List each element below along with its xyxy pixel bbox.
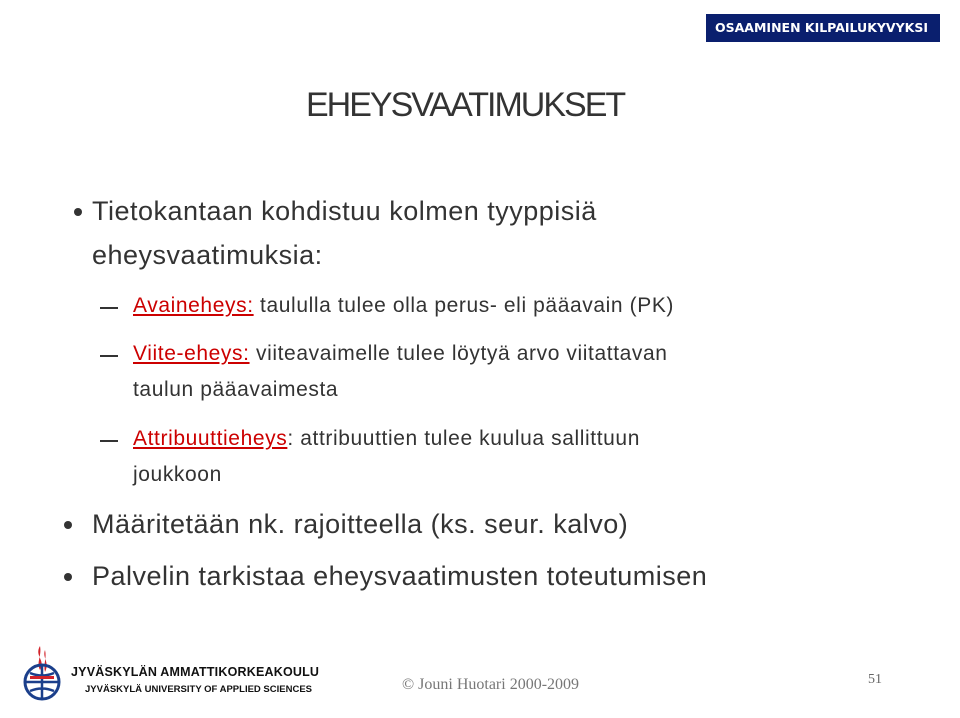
sub-item-attribuuttieheys — [133, 427, 640, 451]
sub-item-text: taululla tulee olla perus- eli pääavain (PK) — [253, 294, 675, 317]
dash-marker — [100, 307, 118, 309]
keyword-link[interactable]: Avaineheys: — [133, 294, 254, 317]
bullet-item-1 — [92, 196, 597, 227]
keyword-link[interactable]: Attribuuttieheys — [133, 427, 288, 450]
dash-marker — [100, 440, 118, 442]
header-banner: OSAAMINEN KILPAILUKYVYKSI — [706, 14, 940, 42]
bullet-item-2 — [92, 509, 628, 540]
bullet-3-text: Palvelin tarkistaa eheysvaatimusten toteutumisen — [92, 561, 708, 591]
university-logo-icon — [12, 640, 72, 704]
copyright-text: © Jouni Huotari 2000-2009 — [402, 676, 580, 693]
university-name: JYVÄSKYLÄN AMMATTIKORKEAKOULU — [71, 665, 320, 679]
keyword-link[interactable]: Viite-eheys: — [133, 342, 250, 365]
bullet-2-text: Määritetään nk. rajoitteella (ks. seur. kalvo) — [92, 509, 629, 539]
page-number: 51 — [868, 672, 882, 687]
bullet-1-line-1: Tietokantaan kohdistuu kolmen tyyppisiä — [92, 196, 597, 226]
sub-item-text: viiteavaimelle tulee löytyä arvo viitattavan — [249, 342, 668, 365]
sub-item-continuation: joukkoon — [133, 463, 222, 486]
sub-item-viite-eheys — [133, 342, 668, 366]
sub-item-continuation: taulun pääavaimesta — [133, 378, 339, 401]
university-subtitle: JYVÄSKYLÄ UNIVERSITY OF APPLIED SCIENCES — [85, 684, 312, 695]
bullet-dot — [64, 573, 72, 581]
bullet-dot — [74, 208, 82, 216]
bullet-1-line-2: eheysvaatimuksia: — [92, 240, 323, 270]
sub-item-avaineheys — [133, 294, 674, 318]
slide-title: EHEYSVAATIMUKSET — [306, 86, 625, 124]
dash-marker — [100, 355, 118, 357]
bullet-item-3 — [92, 561, 707, 592]
bullet-dot — [64, 521, 72, 529]
sub-item-text: : attribuuttien tulee kuulua sallittuun — [287, 427, 640, 450]
